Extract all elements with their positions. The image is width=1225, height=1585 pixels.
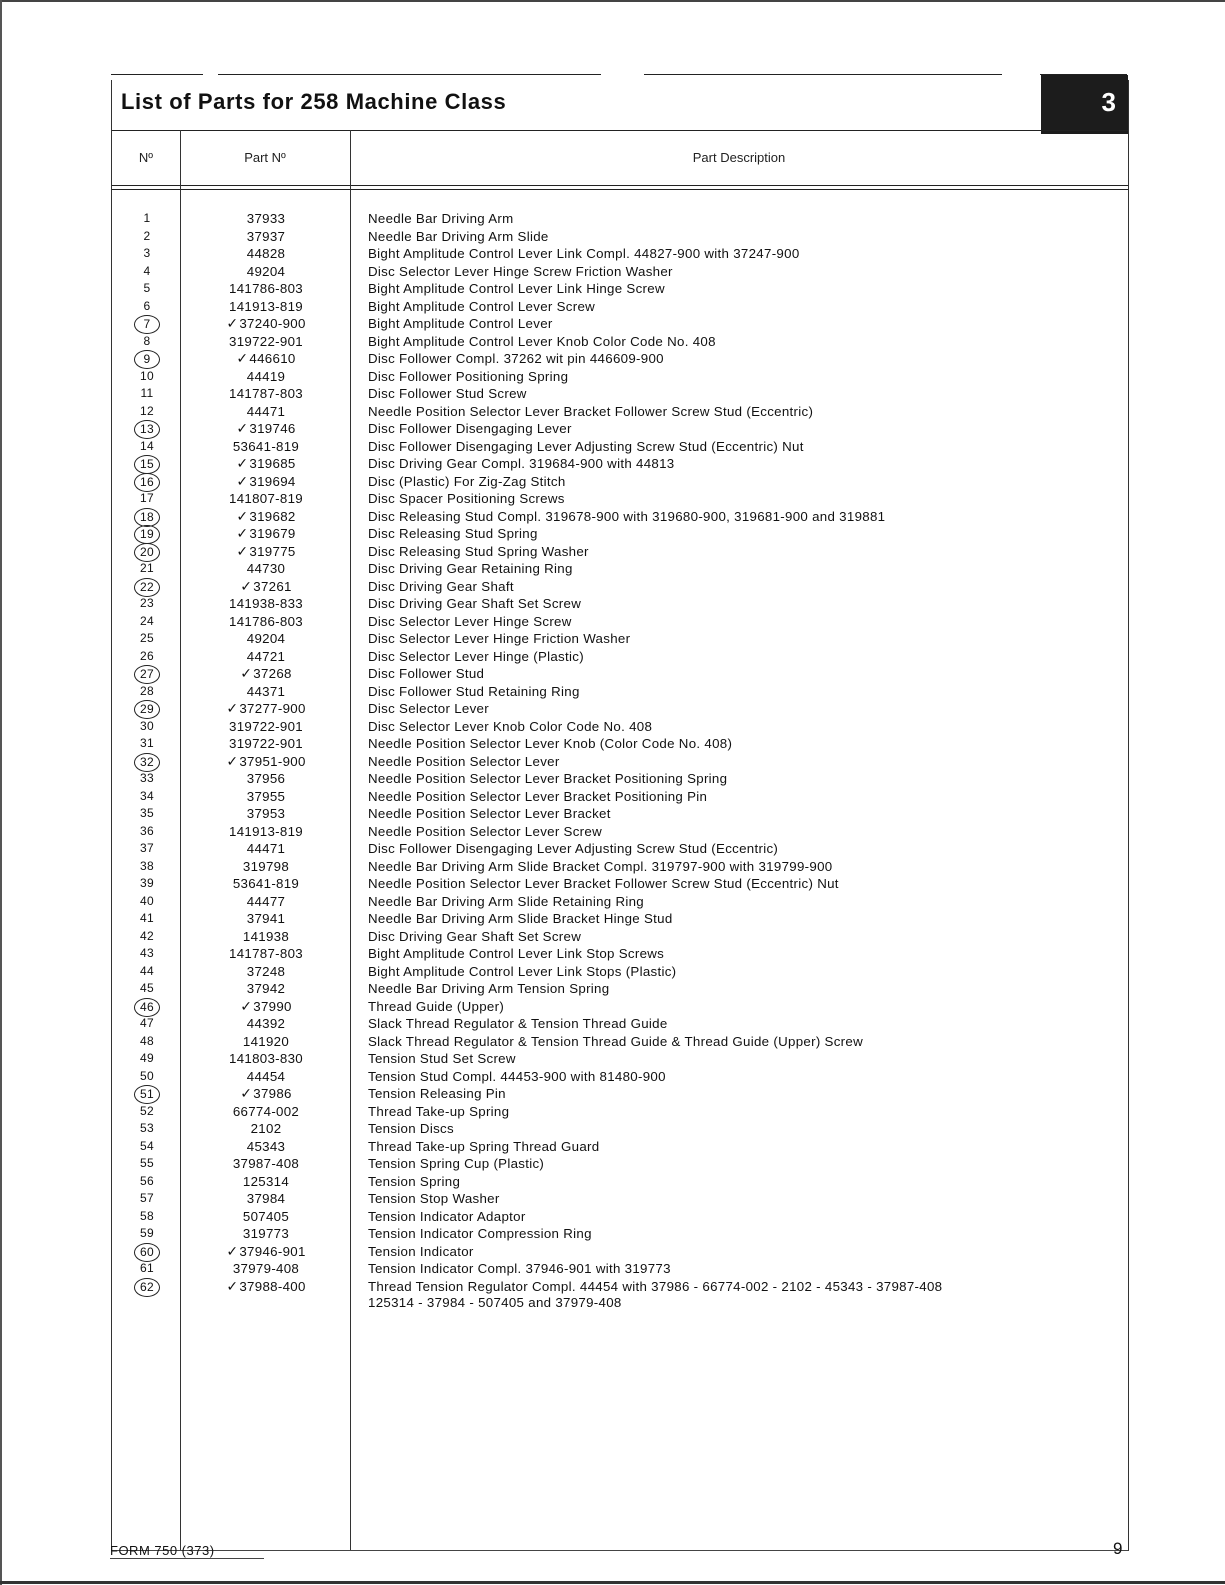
table-row [112,665,1128,683]
table-row [112,455,1128,473]
page-edge-top [0,0,1225,2]
table-row [112,438,1128,456]
part-number: ✓ 37261 [182,578,350,596]
item-number: 62 [112,1278,182,1297]
table-row [112,333,1128,351]
part-number: 44828 [246,246,286,261]
table-row [112,525,1128,543]
parts-table [111,80,1129,1551]
item-number: 22 [112,578,182,597]
table-row [112,875,1128,893]
table-row [112,1120,1128,1138]
continuation-line: 125314 - 37984 - 507405 and 37979-408 [368,1295,622,1310]
part-number: 37942 [246,981,286,996]
part-description: Needle Bar Driving Arm [368,211,514,226]
part-number: ✓ 319775 [182,543,350,561]
part-description: Disc Releasing Stud Spring Washer [368,543,589,559]
table-row [112,578,1128,596]
item-number: 46 [112,998,182,1017]
item-number: 2 [143,228,151,243]
page-edge-bottom [0,1581,1225,1584]
item-number: 34 [140,788,154,803]
part-number: ✓ 319679 [182,525,350,543]
table-row [112,770,1128,788]
part-description: Needle Position Selector Lever Knob (Color Code No. 408) [368,736,733,751]
table-row [112,263,1128,281]
item-number: 20 [112,543,182,562]
table-row [112,1225,1128,1243]
part-description: Bight Amplitude Control Lever Link Stops (Plastic) [368,963,677,979]
table-row [112,1190,1128,1208]
part-number: 37984 [246,1191,286,1206]
item-number: 49 [140,1051,154,1065]
item-number: 54 [140,1138,154,1153]
top-rule [218,74,601,75]
table-row [112,683,1128,701]
part-number: 44454 [246,1068,286,1084]
form-number: FORM 750 (373) [110,1543,264,1559]
part-description: Bight Amplitude Control Lever Knob Color Code No. 408 [368,333,716,349]
table-row [112,1085,1128,1103]
item-number: 60 [112,1243,182,1262]
part-number: 319773 [242,1226,290,1241]
item-number: 47 [140,1016,154,1030]
top-rule [111,74,203,75]
item-number: 26 [140,648,154,663]
table-row [112,980,1128,998]
item-number: 56 [140,1173,154,1188]
part-number: 66774-002 [232,1103,300,1119]
item-number: 53 [140,1121,154,1135]
table-row [112,910,1128,928]
part-number: ✓ 37951-900 [182,753,350,771]
table-row [112,298,1128,316]
table-row [112,840,1128,858]
part-number: 141807-819 [229,491,303,506]
part-description: Needle Bar Driving Arm Slide Retaining Ring [368,893,645,909]
table-row [112,805,1128,823]
table-row [112,700,1128,718]
table-row [112,1033,1128,1051]
item-number: 8 [143,333,151,348]
part-description: Bight Amplitude Control Lever Link Stop Screws [368,946,665,961]
table-row [112,403,1128,421]
table-row [112,1068,1128,1086]
item-number: 44 [140,963,154,978]
item-number: 61 [140,1261,154,1275]
item-number: 52 [140,1103,154,1118]
item-number: 6 [143,298,151,313]
table-row [112,350,1128,368]
part-number: ✓ 319682 [182,508,350,526]
table-row [112,823,1128,841]
item-number: 18 [112,508,182,527]
part-description: Tension Indicator [368,1243,474,1259]
part-description: Tension Discs [368,1121,454,1136]
part-description: Disc Follower Compl. 37262 wit pin 446609-900 [368,351,664,366]
table-row [112,560,1128,578]
part-number: 141920 [242,1033,290,1049]
part-number: ✓ 319685 [182,455,350,473]
part-description: Disc Follower Positioning Spring [368,368,569,384]
part-description: Thread Tension Regulator Compl. 44454 with 37986 - 66774-002 - 2102 - 45343 - 37987-408 [368,1278,943,1294]
part-number: 53641-819 [232,876,300,891]
top-rule [644,74,1002,75]
table-row [112,998,1128,1016]
item-number: 28 [140,683,154,698]
table-row [112,245,1128,263]
table-row [112,543,1128,561]
table-row [112,613,1128,631]
item-number: 16 [112,473,182,492]
part-number: 37979-408 [232,1261,300,1276]
part-number: 44477 [246,893,286,909]
part-description: Thread Take-up Spring [368,1103,510,1119]
table-row [112,1050,1128,1068]
table-row [112,648,1128,666]
item-number: 48 [140,1033,154,1048]
part-number: ✓ 37990 [182,998,350,1016]
part-number: 141786-803 [229,613,303,629]
item-number: 40 [140,893,154,908]
item-number: 12 [140,403,154,418]
item-number: 25 [140,631,154,645]
page-edge-left [0,0,2,1585]
table-row [112,508,1128,526]
part-description: Bight Amplitude Control Lever [368,316,553,331]
table-row [112,490,1128,508]
part-number: 37953 [246,806,286,821]
part-number: 319722-901 [229,736,303,751]
part-description: Tension Stop Washer [368,1191,500,1206]
part-description: Disc Driving Gear Compl. 319684-900 with 44813 [368,456,675,471]
part-description: Thread Take-up Spring Thread Guard [368,1138,600,1154]
part-description: Bight Amplitude Control Lever Screw [368,298,596,314]
header-bottom-rule [112,185,1128,186]
table-row [112,1243,1128,1261]
part-description: Needle Bar Driving Arm Slide Bracket Compl. 319797-900 with 319799-900 [368,858,833,874]
part-description: Disc Driving Gear Retaining Ring [368,561,573,576]
table-row [112,368,1128,386]
part-description: Disc Releasing Stud Spring [368,526,538,541]
table-row [112,1173,1128,1191]
part-number: ✓ 319746 [182,420,350,438]
part-description: Tension Indicator Compression Ring [368,1226,592,1241]
part-number: 507405 [242,1208,290,1224]
item-number: 41 [140,911,154,925]
item-number: 32 [112,753,182,772]
part-description: Needle Position Selector Lever [368,753,560,769]
item-number: 1 [143,211,151,225]
table-row [112,228,1128,246]
part-description: Needle Position Selector Lever Bracket Follower Screw Stud (Eccentric) Nut [368,876,839,891]
part-number: 44419 [246,368,286,384]
item-number: 27 [112,665,182,684]
item-number: 17 [140,491,154,505]
part-number: 44471 [246,841,286,856]
part-number: 141787-803 [229,386,303,401]
part-description: Tension Spring [368,1173,461,1189]
part-number: 44721 [246,648,286,664]
part-description: Disc Driving Gear Shaft [368,578,514,594]
item-number: 31 [140,736,154,750]
table-row [112,1278,1128,1296]
part-number: ✓ 37988-400 [182,1278,350,1296]
item-number: 55 [140,1156,154,1170]
part-description: Tension Releasing Pin [368,1086,506,1101]
part-description: Disc Driving Gear Shaft Set Screw [368,928,582,944]
item-number: 10 [140,368,154,383]
part-number: ✓ 37946-901 [182,1243,350,1261]
item-number: 33 [140,771,154,785]
part-description: Tension Stud Set Screw [368,1051,516,1066]
table-row [112,893,1128,911]
part-description: Disc Releasing Stud Compl. 319678-900 with 319680-900, 319681-900 and 319881 [368,508,886,524]
part-description: Disc Follower Disengaging Lever Adjusting Screw Stud (Eccentric) [368,841,779,856]
part-number: 49204 [246,631,286,646]
part-number: 319722-901 [229,333,303,349]
part-description: Bight Amplitude Control Lever Link Hinge Screw [368,281,665,296]
table-row [112,788,1128,806]
item-number: 7 [112,315,182,334]
table-row [112,963,1128,981]
table-row [112,420,1128,438]
part-description: Disc Spacer Positioning Screws [368,491,565,506]
table-row [112,1138,1128,1156]
part-number: ✓ 37268 [182,665,350,683]
part-number: 37937 [246,228,286,244]
section-tab [1041,75,1128,134]
part-number: 141913-819 [229,298,303,314]
part-number: 37987-408 [232,1156,300,1171]
item-number: 13 [112,420,182,439]
table-row [112,1260,1128,1278]
part-description: Needle Bar Driving Arm Slide [368,228,549,244]
part-description: Needle Position Selector Lever Bracket Positioning Pin [368,788,708,804]
part-number: 141787-803 [229,946,303,961]
item-number: 57 [140,1191,154,1205]
part-number: ✓ 37240-900 [182,315,350,333]
page-title: List of Parts for 258 Machine Class [121,89,507,114]
item-number: 3 [143,246,151,260]
part-number: 37956 [246,771,286,786]
item-number: 5 [143,281,151,295]
table-row [112,280,1128,298]
header-top-rule [112,130,1128,131]
part-description: Needle Bar Driving Arm Slide Bracket Hinge Stud [368,911,673,926]
part-description: Tension Stud Compl. 44453-900 with 81480-900 [368,1068,666,1084]
part-number: ✓ 446610 [182,350,350,368]
part-number: 141786-803 [229,281,303,296]
part-number: 37933 [246,211,286,226]
part-number: 125314 [242,1173,290,1189]
part-number: 44471 [246,403,286,419]
part-description: Disc Selector Lever Hinge Friction Washer [368,631,631,646]
parts-list [112,210,1128,1295]
part-description: Disc Follower Stud [368,666,485,681]
table-row [112,1015,1128,1033]
header-description: Part Description [692,150,786,165]
item-number: 4 [143,263,151,278]
part-number: 319722-901 [229,718,303,734]
part-description: Needle Position Selector Lever Bracket Positioning Spring [368,771,728,786]
item-number: 37 [140,841,154,855]
table-row [112,718,1128,736]
item-number: 36 [140,823,154,838]
item-number: 19 [112,525,182,544]
part-description: Needle Position Selector Lever Bracket Follower Screw Stud (Eccentric) [368,403,814,419]
part-number: 2102 [250,1121,282,1136]
item-number: 14 [140,438,154,453]
part-number: 44392 [246,1016,286,1031]
item-number: 21 [140,561,154,575]
table-row [112,1208,1128,1226]
item-number: 29 [112,700,182,719]
part-description: Disc Selector Lever Hinge Screw [368,613,572,629]
table-row [112,595,1128,613]
header-part-no: Part Nº [244,150,286,165]
part-number: 44730 [246,561,286,576]
part-number: 49204 [246,263,286,279]
item-number: 58 [140,1208,154,1223]
part-number: ✓ 319694 [182,473,350,491]
part-description: Bight Amplitude Control Lever Link Compl. 44827-900 with 37247-900 [368,246,800,261]
header-bottom-rule-2 [112,189,1128,190]
part-description: Thread Guide (Upper) [368,998,505,1014]
item-number: 50 [140,1068,154,1083]
part-number: 37248 [246,963,286,979]
part-description: Disc Driving Gear Shaft Set Screw [368,596,582,611]
part-number: 141803-830 [229,1051,303,1066]
part-number: 141938-833 [229,596,303,611]
part-description: Disc Selector Lever Knob Color Code No. 408 [368,718,653,734]
part-description: Tension Indicator Adaptor [368,1208,526,1224]
item-number: 38 [140,858,154,873]
part-description: Needle Position Selector Lever Bracket [368,806,611,821]
item-number: 15 [112,455,182,474]
part-number: 141938 [242,928,290,944]
item-number: 24 [140,613,154,628]
part-description: Tension Indicator Compl. 37946-901 with 319773 [368,1261,671,1276]
header-no: Nº [138,150,154,165]
item-number: 59 [140,1226,154,1240]
part-description: Slack Thread Regulator & Tension Thread Guide [368,1016,668,1031]
table-row [112,1155,1128,1173]
item-number: 45 [140,981,154,995]
part-number: 44371 [246,683,286,699]
table-row [112,630,1128,648]
part-number: 37955 [246,788,286,804]
part-description: Disc Follower Stud Retaining Ring [368,683,580,699]
part-number: 53641-819 [232,438,300,454]
part-description: Disc Follower Disengaging Lever [368,421,572,436]
part-description: Slack Thread Regulator & Tension Thread Guide & Thread Guide (Upper) Screw [368,1033,863,1049]
table-row [112,928,1128,946]
part-description: Disc Selector Lever Hinge Screw Friction Washer [368,263,673,279]
page-number: 9 [1113,1539,1123,1558]
item-number: 43 [140,946,154,960]
table-row [112,473,1128,491]
table-row [112,385,1128,403]
item-number: 51 [112,1085,182,1104]
table-row [112,315,1128,333]
item-number: 42 [140,928,154,943]
table-row [112,753,1128,771]
part-description: Disc Follower Disengaging Lever Adjusting Screw Stud (Eccentric) Nut [368,438,804,454]
part-number: ✓ 37986 [182,1085,350,1103]
part-number: 319798 [242,858,290,874]
section-number: 3 [1101,87,1116,117]
part-description: Disc (Plastic) For Zig-Zag Stitch [368,473,566,489]
item-number: 30 [140,718,154,733]
part-number: 45343 [246,1138,286,1154]
part-description: Disc Selector Lever Hinge (Plastic) [368,648,584,664]
part-number: 141913-819 [229,823,303,839]
item-number: 35 [140,806,154,820]
table-row [112,735,1128,753]
part-description: Tension Spring Cup (Plastic) [368,1156,545,1171]
item-number: 11 [140,386,154,400]
part-description: Needle Position Selector Lever Screw [368,823,603,839]
item-number: 39 [140,876,154,890]
item-number: 9 [112,350,182,369]
item-number: 23 [140,596,154,610]
table-row [112,210,1128,228]
part-description: Disc Follower Stud Screw [368,386,527,401]
part-number: ✓ 37277-900 [182,700,350,718]
table-row [112,945,1128,963]
part-description: Needle Bar Driving Arm Tension Spring [368,981,610,996]
part-description: Disc Selector Lever [368,701,489,716]
part-number: 37941 [246,911,286,926]
table-row [112,858,1128,876]
table-row [112,1103,1128,1121]
